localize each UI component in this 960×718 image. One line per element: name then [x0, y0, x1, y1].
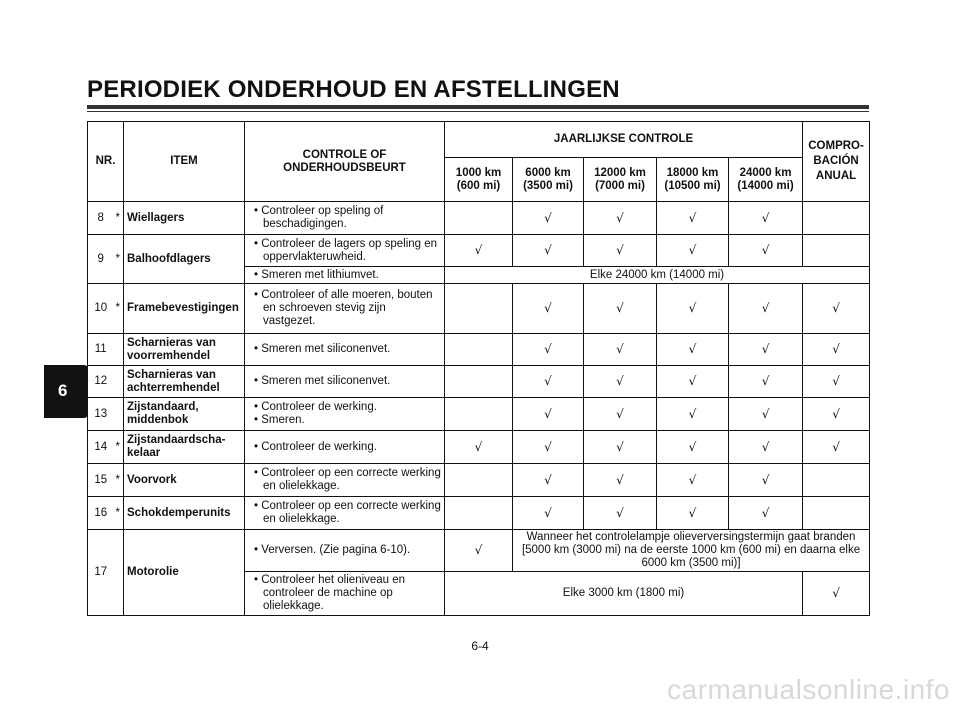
- check-mark: √: [584, 334, 657, 366]
- check-mark: √: [729, 235, 803, 267]
- header-nr: NR.: [88, 122, 124, 202]
- check-mark: [445, 202, 513, 235]
- watermark: carmanualsonline.info: [667, 674, 950, 705]
- check-bullet: • Controleer de lagers op speling en oppervlakteruwheid.: [254, 237, 438, 263]
- check-mark: √: [803, 431, 870, 464]
- row-item: Motorolie: [124, 530, 245, 616]
- table-row: [88, 202, 870, 235]
- check-mark: √: [584, 284, 657, 334]
- check-mark: √: [803, 284, 870, 334]
- check-mark: √: [584, 497, 657, 530]
- check-mark: √: [584, 235, 657, 267]
- row-number: 8: [88, 202, 116, 235]
- row-check-description: [245, 497, 445, 530]
- title-rule: [87, 105, 869, 109]
- row-check-description: [245, 530, 445, 572]
- check-mark: √: [513, 202, 584, 235]
- check-mark: √: [729, 464, 803, 497]
- check-bullet: • Controleer of alle moeren, bouten en schroeven stevig zijn vastgezet.: [254, 289, 433, 327]
- check-mark: √: [803, 398, 870, 431]
- title-rule-thin: [87, 111, 869, 112]
- header-interval: 1000 km (600 mi): [445, 158, 513, 202]
- row-number: 15: [88, 464, 116, 497]
- check-mark: [445, 398, 513, 431]
- row-number: 11: [88, 334, 116, 366]
- check-mark: √: [657, 464, 729, 497]
- check-mark: √: [513, 334, 584, 366]
- check-mark: [445, 334, 513, 366]
- check-mark: √: [729, 334, 803, 366]
- check-bullet: • Controleer op een correcte werking en olielekkage.: [254, 500, 441, 525]
- check-mark: √: [445, 530, 513, 572]
- check-mark: √: [657, 334, 729, 366]
- check-bullet: • Controleer de werking.: [254, 401, 377, 413]
- check-mark: √: [513, 284, 584, 334]
- row-check-description: [245, 235, 445, 267]
- row-check-description: [245, 431, 445, 464]
- check-mark: √: [584, 464, 657, 497]
- row-star: *: [116, 464, 124, 497]
- check-mark: √: [657, 235, 729, 267]
- check-mark: [803, 235, 870, 267]
- check-mark: √: [584, 202, 657, 235]
- table-row: [88, 398, 870, 431]
- row-check-description: [245, 334, 445, 366]
- check-mark: √: [513, 464, 584, 497]
- row-check-description: [245, 284, 445, 334]
- chapter-tab-label: 6: [58, 381, 68, 400]
- check-mark: √: [584, 431, 657, 464]
- check-mark: √: [657, 202, 729, 235]
- check-mark: √: [729, 497, 803, 530]
- check-bullet: • Controleer het olieniveau en controleer de machine op olielekkage.: [254, 574, 406, 612]
- check-mark: [803, 497, 870, 530]
- check-mark: √: [513, 235, 584, 267]
- check-mark: √: [729, 366, 803, 398]
- header-check: CONTROLE OF ONDERHOUDSBEURT: [245, 122, 445, 202]
- check-mark: √: [729, 431, 803, 464]
- interval-note: Elke 24000 km (14000 mi): [445, 267, 870, 284]
- header-interval: 24000 km (14000 mi): [729, 158, 803, 202]
- check-mark: √: [513, 366, 584, 398]
- header-interval: 6000 km (3500 mi): [513, 158, 584, 202]
- check-mark: √: [729, 202, 803, 235]
- check-mark: √: [729, 284, 803, 334]
- row-star: *: [116, 235, 124, 284]
- interval-note: Elke 3000 km (1800 mi): [445, 572, 803, 616]
- row-item: Balhoofdlagers: [124, 235, 245, 284]
- check-mark: √: [803, 334, 870, 366]
- check-bullet: • Smeren met siliconenvet.: [254, 375, 391, 387]
- check-bullet: • Controleer op speling of beschadigingen.: [254, 205, 384, 230]
- check-mark: √: [584, 366, 657, 398]
- interval-note: Wanneer het controlelampje olieverversingstermijn gaat branden [5000 km (3000 mi) na de eerste 1000 km (600 mi) en daarna elke 6000 km (3500 mi)]: [513, 530, 870, 572]
- table-row: [88, 530, 870, 572]
- check-mark: √: [657, 284, 729, 334]
- row-star: *: [116, 284, 124, 334]
- check-mark: √: [513, 497, 584, 530]
- check-mark: [445, 366, 513, 398]
- table-row: [88, 464, 870, 497]
- row-number: 16: [88, 497, 116, 530]
- row-star: *: [116, 202, 124, 235]
- row-item: Zijstandaard, middenbok: [124, 398, 245, 431]
- table-row: [88, 284, 870, 334]
- row-check-description: [245, 398, 445, 431]
- check-mark: [445, 464, 513, 497]
- row-number: 14: [88, 431, 116, 464]
- row-check-description: [245, 366, 445, 398]
- header-interval: 12000 km (7000 mi): [584, 158, 657, 202]
- row-item: Voorvork: [124, 464, 245, 497]
- row-number: 12: [88, 366, 116, 398]
- check-mark: [445, 284, 513, 334]
- check-mark: √: [657, 366, 729, 398]
- table-row: [88, 235, 870, 267]
- check-mark: √: [657, 497, 729, 530]
- table-row: [88, 334, 870, 366]
- check-mark: √: [584, 398, 657, 431]
- check-mark: √: [445, 431, 513, 464]
- header-annual-group: JAARLIJKSE CONTROLE: [445, 122, 803, 158]
- row-check-description: [245, 202, 445, 235]
- header-item: ITEM: [124, 122, 245, 202]
- row-check-description: [245, 464, 445, 497]
- row-item: Schokdemperunits: [124, 497, 245, 530]
- row-item: Scharnieras van achterremhendel: [124, 366, 245, 398]
- table-row: [88, 366, 870, 398]
- check-mark: √: [513, 398, 584, 431]
- page-title: PERIODIEK ONDERHOUD EN AFSTELLINGEN: [87, 76, 620, 103]
- row-item: Zijstandaardscha-kelaar: [124, 431, 245, 464]
- check-mark: √: [803, 572, 870, 616]
- row-item: Scharnieras van voorremhendel: [124, 334, 245, 366]
- table-row: [88, 497, 870, 530]
- row-number: 17: [88, 530, 116, 616]
- maintenance-body: [88, 202, 870, 616]
- check-bullet: • Smeren met lithiumvet.: [254, 268, 379, 281]
- check-mark: √: [803, 366, 870, 398]
- row-number: 13: [88, 398, 116, 431]
- table-row: [88, 431, 870, 464]
- check-mark: √: [657, 431, 729, 464]
- row-star: *: [116, 431, 124, 464]
- check-bullet: • Verversen. (Zie pagina 6-10).: [254, 544, 411, 556]
- row-star: [116, 334, 124, 366]
- row-check-description: [245, 267, 445, 284]
- row-item: Framebevestigingen: [124, 284, 245, 334]
- check-bullet: • Controleer de werking.: [254, 440, 377, 453]
- check-mark: [803, 464, 870, 497]
- page-number: 6-4: [471, 639, 489, 653]
- row-number: 10: [88, 284, 116, 334]
- row-number: 9: [88, 235, 116, 284]
- row-check-description: [245, 572, 445, 616]
- row-star: *: [116, 497, 124, 530]
- header-interval: 18000 km (10500 mi): [657, 158, 729, 202]
- header-annual-check: COMPRO- BACIÓN ANUAL: [803, 122, 870, 202]
- check-mark: [803, 202, 870, 235]
- row-star: [116, 398, 124, 431]
- check-mark: √: [657, 398, 729, 431]
- check-mark: [445, 497, 513, 530]
- check-bullet: • Controleer op een correcte werking en olielekkage.: [254, 467, 441, 492]
- row-star: [116, 530, 124, 616]
- chapter-tab: [44, 365, 88, 418]
- row-star: [116, 366, 124, 398]
- maintenance-table: [87, 121, 870, 616]
- check-bullet: • Smeren met siliconenvet.: [254, 343, 391, 355]
- check-mark: √: [445, 235, 513, 267]
- check-bullet: • Smeren.: [254, 414, 305, 426]
- row-item: Wiellagers: [124, 202, 245, 235]
- check-mark: √: [513, 431, 584, 464]
- check-mark: √: [729, 398, 803, 431]
